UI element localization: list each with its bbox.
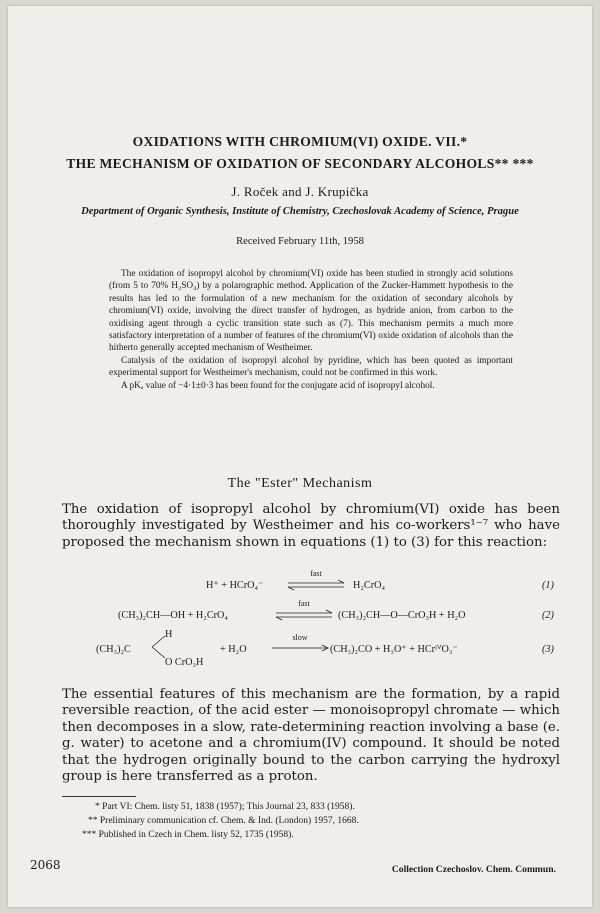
eq3-reagent: + H₂O: [220, 644, 247, 655]
eq2-arrow-label: fast: [298, 599, 310, 608]
paper-page: [8, 6, 592, 907]
eq2-left: (CH₃)₂CH—OH + H₂CrO₄: [118, 610, 228, 621]
eq2-right: (CH₃)₂CH—O—CrO₃H + H₂O: [338, 610, 466, 621]
eq3-right: (CH₃)₂CO + H₃O⁺ + HCrᴵⱽO₃⁻: [330, 644, 458, 655]
page-number: 2068: [30, 858, 61, 872]
eq3-arrow-icon: [270, 644, 330, 652]
section-heading: The "Ester" Mechanism: [227, 476, 373, 491]
eq1-arrow-label: fast: [310, 569, 322, 578]
eq3-arrow-label: slow: [292, 633, 308, 642]
footnote-3: *** Published in Czech in Chem. listy 52, 1735 (1958).: [82, 830, 294, 840]
body-paragraph-1-text: The oxidation of isopropyl alcohol by chromium(VI) oxide has been thoroughly investigated by Westheimer and his co-workers¹⁻⁷ who have proposed the mechanism shown in equations (1) to (3) for this reaction:: [62, 502, 560, 550]
footnote-divider: [62, 796, 136, 797]
eq1-equilibrium-arrow-icon: [286, 579, 346, 591]
eq2-number: (2): [542, 610, 554, 621]
eq3-hydrogen: H: [165, 629, 173, 640]
body-paragraph-2: [62, 687, 560, 785]
affiliation: Department of Organic Synthesis, Institute of Chemistry, Czechoslovak Academy of Science, Prague: [81, 206, 519, 217]
abstract-paragraph-2: Catalysis of the oxidation of isopropyl alcohol by pyridine, which has been quoted as important experimental support for Westheimer's mechanism, could not be confirmed in this work.: [109, 355, 513, 379]
eq2-equilibrium-arrow-icon: [274, 609, 334, 621]
journal-name: Collection Czechoslov. Chem. Commun.: [391, 864, 556, 875]
eq3-ester-group: O CrO₃H: [165, 657, 204, 668]
eq1-right: H₂CrO₄: [353, 580, 386, 591]
footnote-2: ** Preliminary communication cf. Chem. & Ind. (London) 1957, 1668.: [88, 816, 359, 826]
authors: J. Roček and J. Krupička: [231, 184, 369, 199]
abstract: [109, 268, 513, 392]
body-paragraph-1: [62, 502, 560, 551]
title-line-2: THE MECHANISM OF OXIDATION OF SECONDARY ALCOHOLS** ***: [66, 156, 534, 171]
eq3-number: (3): [542, 644, 554, 655]
received-date: Received February 11th, 1958: [236, 236, 364, 247]
body-paragraph-2-text: The essential features of this mechanism are the formation, by a rapid reversible reaction, of the acid ester — monoisopropyl chromate — which then decomposes in a slow, rate-determining reaction involving a base (e. g. water) to acetone and a chromium(IV) compound. It should be noted that the hydrogen originally bound to the carbon carrying the hydroxyl group is here transferred as a proton.: [62, 687, 560, 785]
eq1-left: H⁺ + HCrO₄⁻: [206, 580, 264, 591]
footnote-1: * Part VI: Chem. listy 51, 1838 (1957); This Journal 23, 833 (1958).: [95, 802, 355, 812]
title-line-1: OXIDATIONS WITH CHROMIUM(VI) OXIDE. VII.*: [132, 134, 468, 149]
eq1-number: (1): [542, 580, 554, 591]
abstract-paragraph-3: A pKₐ value of −4·1±0·3 has been found for the conjugate acid of isopropyl alcohol.: [121, 380, 435, 391]
eq3-left-group: (CH₃)₂C: [96, 644, 131, 655]
abstract-paragraph-1: The oxidation of isopropyl alcohol by chromium(VI) oxide has been studied in strongly acid solutions (from 5 to 70% H₂SO₄) by a polarographic method. Application of the Zucker-Hammett hypothesis to the results has led to the formulation of a new mechanism for the oxidation of secondary alcohols by chromium(VI) oxide, involving the direct transfer of hydrogen, as hydride anion, from carbon to the oxidising agent through a cyclic transition state such as (7). This mechanism permits a much more satisfactory interpretation of a number of features of the chromium(VI) oxide oxidation of alcohols than the hitherto generally accepted mechanism of Westheimer.: [109, 269, 513, 354]
